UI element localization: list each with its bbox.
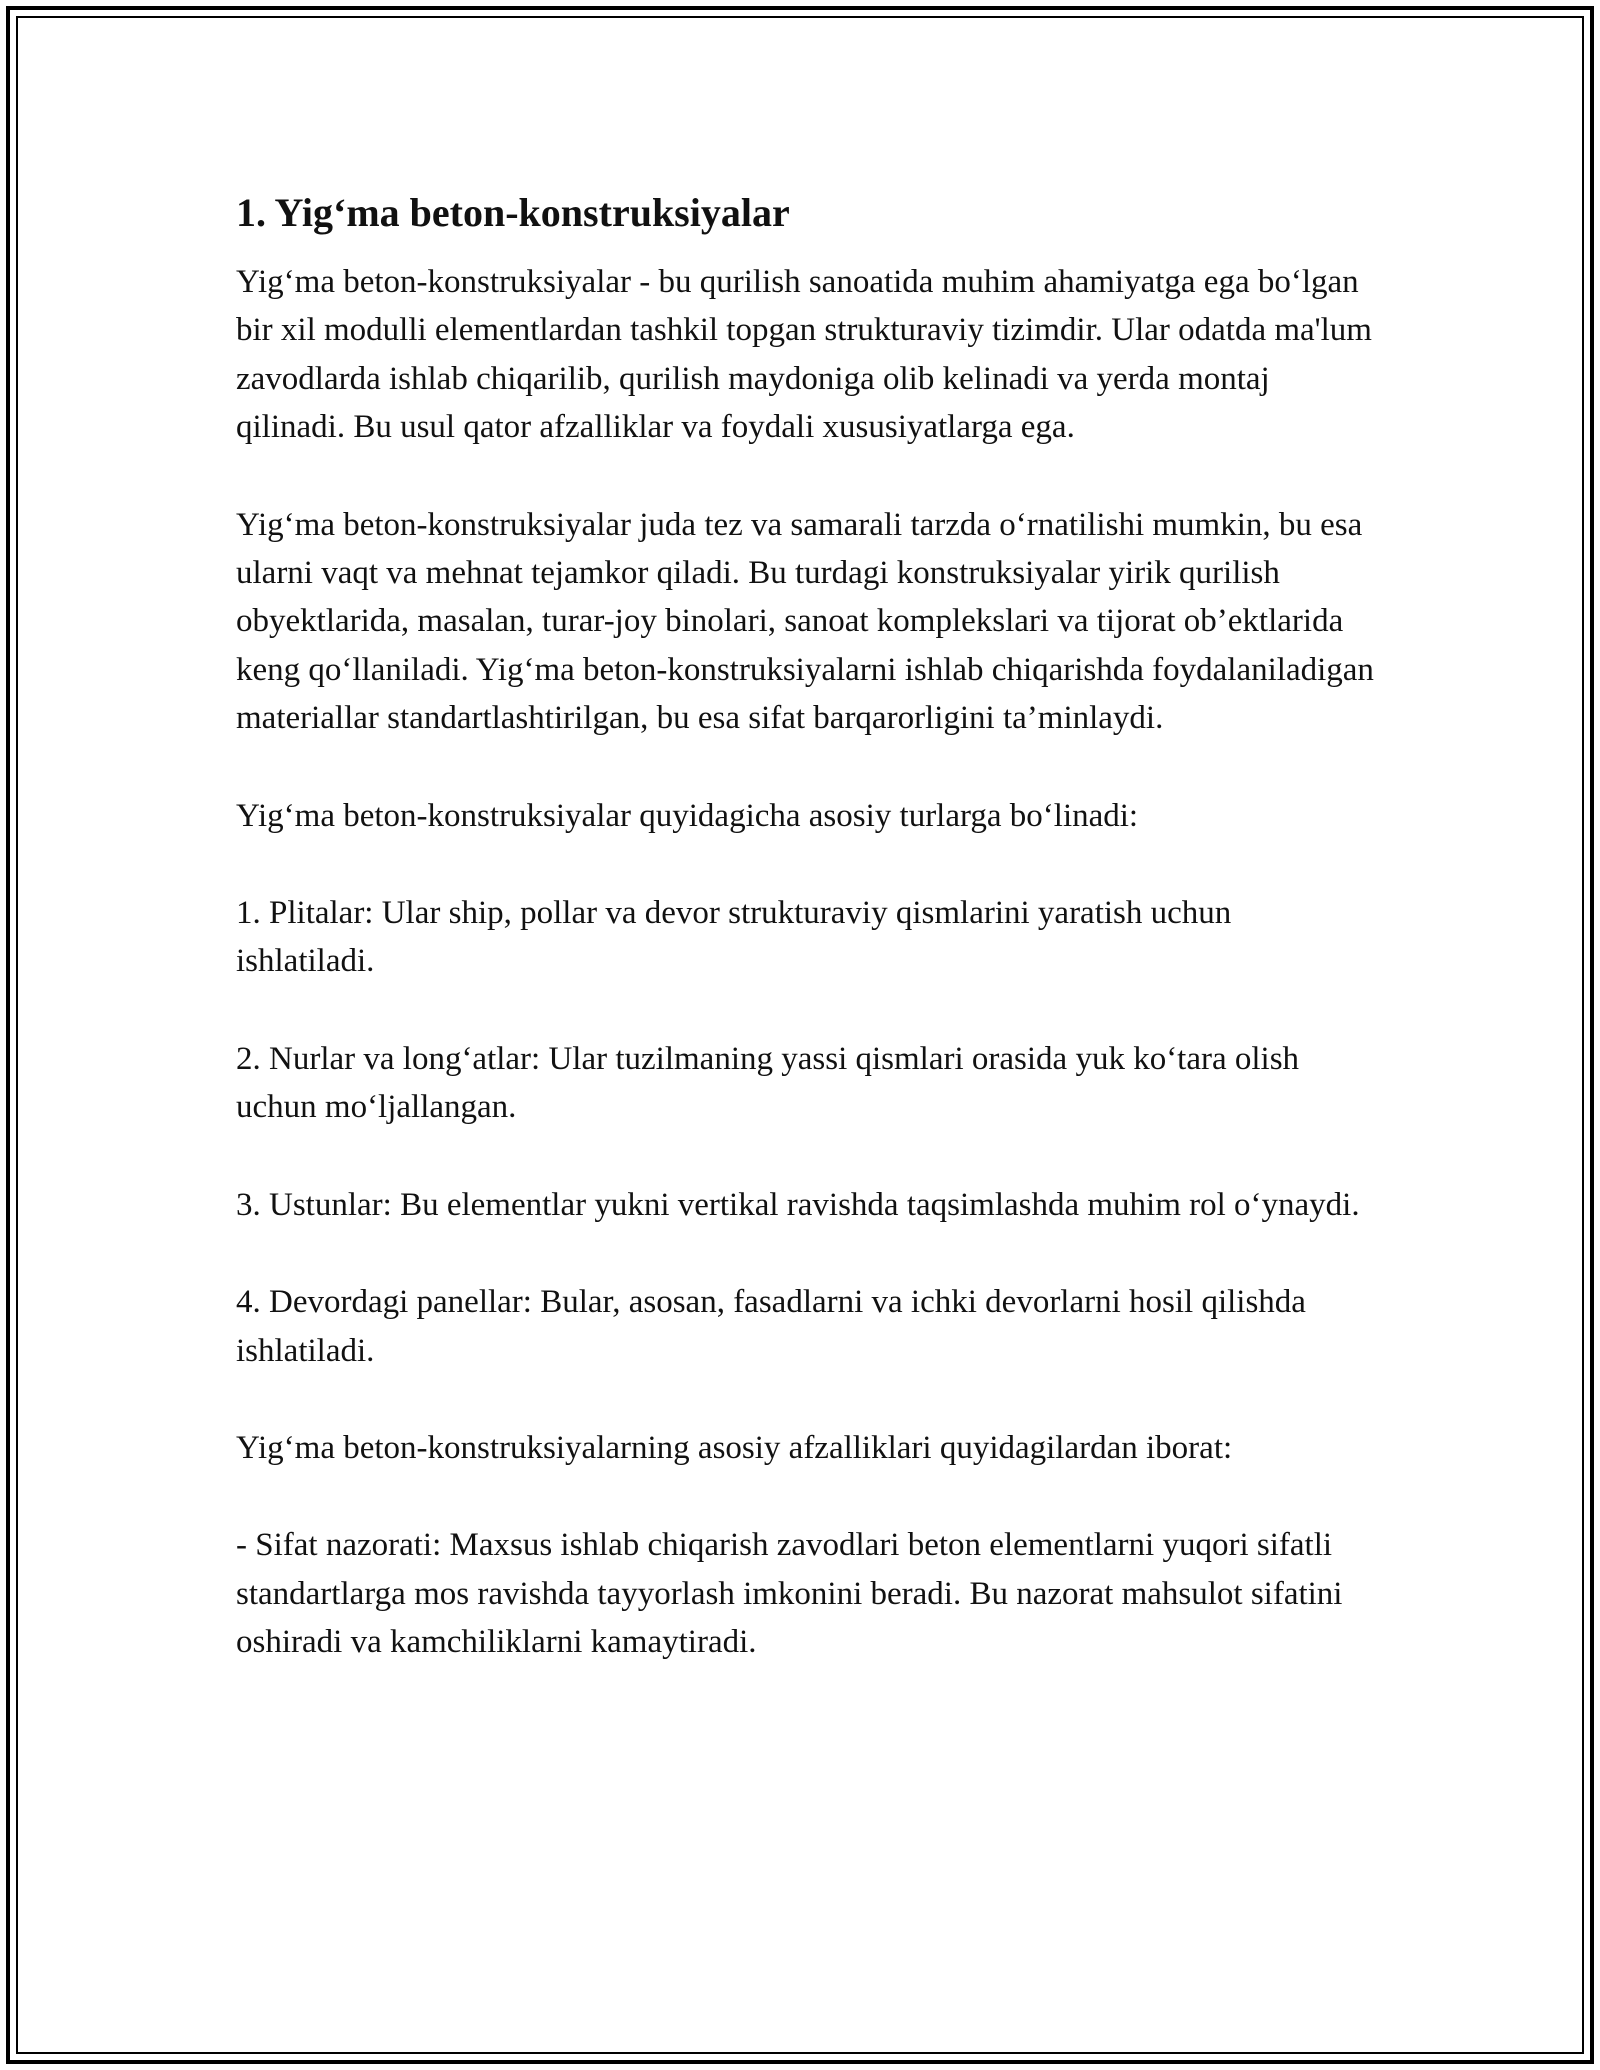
list-item-wall-panels: 4. Devordagi panellar: Bular, asosan, fasadlarni va ichki devorlarni hosil qilishda ishlatiladi. [236, 1284, 1306, 1369]
document-body [236, 188, 1376, 1667]
paragraph-installation: Yig‘ma beton-konstruksiyalar juda tez va samarali tarzda o‘rnatilishi mumkin, bu esa ularni vaqt va mehnat tejamkor qiladi. Bu turdagi konstruksiyalar yirik qurilish obyektlarida, masalan, turar-joy binolari, sanoat komplekslari va tijorat ob’ektlarida keng qo‘llaniladi. Yig‘ma beton-konstruksiyalarni ishlab chiqarishda foydalaniladigan materiallar standartlashtirilgan, bu esa sifat barqarorligini ta’minlaydi. [236, 506, 1374, 737]
paragraph-types-intro: Yig‘ma beton-konstruksiyalar quyidagicha asosiy turlarga bo‘linadi: [236, 797, 1139, 834]
list-item-plates: 1. Plitalar: Ular ship, pollar va devor strukturaviy qismlarini yaratish uchun ishlatiladi. [236, 895, 1232, 980]
list-item-beams: 2. Nurlar va long‘atlar: Ular tuzilmaning yassi qismlari orasida yuk ko‘tara olish uchun mo‘ljallangan. [236, 1040, 1300, 1126]
section-heading: 1. Yig‘ma beton-konstruksiyalar [236, 190, 790, 235]
paragraph-intro: Yig‘ma beton-konstruksiyalar - bu qurilish sanoatida muhim ahamiyatga ega bo‘lgan bir xil modulli elementlardan tashkil topgan strukturaviy tizimdir. Ular odatda ma'lum zavodlarda ishlab chiqarilib, qurilish maydoniga olib kelinadi va yerda montaj qilinadi. Bu usul qator afzalliklar va foydali xususiyatlarga ega. [236, 264, 1372, 446]
paragraph-quality-control: - Sifat nazorati: Maxsus ishlab chiqarish zavodlari beton elementlarni yuqori sifatli standartlarga mos ravishda tayyorlash imkonini beradi. Bu nazorat mahsulot sifatini oshiradi va kamchiliklarni kamaytiradi. [236, 1527, 1343, 1661]
list-item-columns: 3. Ustunlar: Bu elementlar yukni vertikal ravishda taqsimlashda muhim rol o‘ynaydi. [236, 1186, 1360, 1223]
paragraph-advantages-intro: Yig‘ma beton-konstruksiyalarning asosiy afzalliklari quyidagilardan iborat: [236, 1429, 1233, 1466]
